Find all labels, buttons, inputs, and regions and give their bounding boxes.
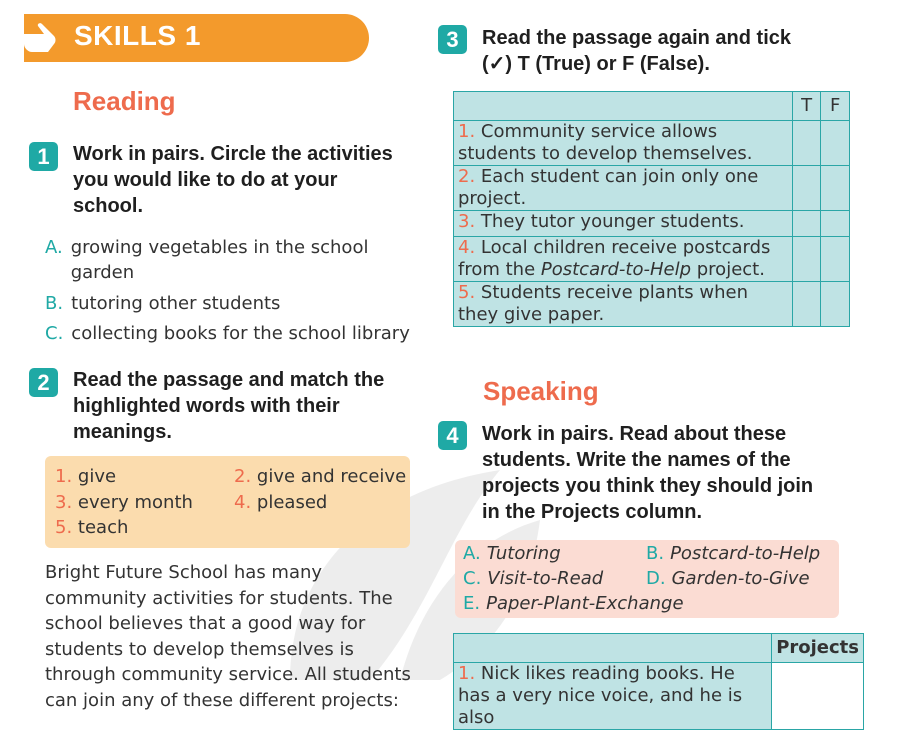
pointing-hand-icon: [20, 20, 64, 56]
table-row: [454, 121, 850, 166]
statement-cell: [454, 211, 793, 237]
column-f: F: [821, 92, 850, 121]
statement-cell: [454, 237, 793, 282]
project-b: [646, 543, 820, 564]
project-name: Tutoring: [486, 543, 561, 564]
option-a[interactable]: [45, 235, 405, 285]
task-2-badge: 2: [29, 368, 58, 397]
statement-cell: [454, 121, 793, 166]
project-letter: D.: [646, 568, 666, 589]
task-4-instruction: Work in pairs. Read about these students. Write the names of the projects you think they should join in the Projects column.: [482, 423, 814, 523]
meaning-5: [55, 517, 128, 538]
tick-t-4[interactable]: [792, 237, 821, 282]
project-a: [463, 543, 561, 564]
column-t: T: [792, 92, 821, 121]
option-b[interactable]: [45, 291, 405, 316]
project-c: [463, 568, 603, 589]
student-text: Nick likes reading books. He has a very nice voice, and he is also: [458, 663, 743, 728]
meaning-2: [234, 466, 406, 487]
reading-heading: Reading: [73, 86, 176, 116]
meaning-number: 4.: [234, 492, 252, 513]
table-row: [454, 282, 850, 327]
task-3-instruction: Read the passage again and tick (✓) T (True) or F (False).: [482, 27, 791, 75]
tick-f-3[interactable]: [821, 211, 850, 237]
statement-number: 5.: [458, 282, 476, 303]
task-1-badge: 1: [29, 142, 58, 171]
project-name: Garden-to-Give: [671, 568, 810, 589]
task-2-instruction: Read the passage and match the highlighted words with their meanings.: [73, 369, 385, 443]
projects-column-header: Projects: [772, 634, 864, 663]
statement-text: They tutor younger students.: [480, 211, 745, 232]
project-letter: A.: [463, 543, 481, 564]
table-row: [454, 166, 850, 211]
option-letter: A.: [45, 237, 63, 258]
meaning-text: pleased: [256, 492, 328, 513]
option-c[interactable]: [45, 321, 425, 346]
project-answer-cell[interactable]: [772, 663, 864, 730]
meaning-text: teach: [77, 517, 129, 538]
meaning-text: every month: [77, 492, 193, 513]
project-name: Visit-to-Read: [487, 568, 604, 589]
student-cell: [454, 663, 772, 730]
tick-t-3[interactable]: [792, 211, 821, 237]
statement-text: Each student can join only one project.: [458, 166, 759, 209]
statement-text-b: project.: [691, 259, 765, 280]
table-header-blank: [454, 634, 772, 663]
projects-table: [453, 633, 864, 730]
banner-title: SKILLS 1: [74, 20, 201, 51]
statement-number: 1.: [458, 121, 476, 142]
meaning-number: 1.: [55, 466, 73, 487]
meaning-number: 3.: [55, 492, 73, 513]
tick-f-2[interactable]: [821, 166, 850, 211]
meaning-3: [55, 492, 193, 513]
tick-t-2[interactable]: [792, 166, 821, 211]
true-false-table: [453, 91, 850, 327]
task-3-badge: 3: [438, 25, 467, 54]
table-row: [454, 663, 864, 730]
task-1-instruction: Work in pairs. Circle the activities you would like to do at your school.: [73, 143, 393, 217]
meaning-number: 5.: [55, 517, 73, 538]
project-name: Postcard-to-Help: [670, 543, 821, 564]
table-row: [454, 211, 850, 237]
statement-cell: [454, 282, 793, 327]
statement-text-a: Local children receive postcards from the: [458, 237, 771, 280]
project-letter: C.: [463, 568, 482, 589]
reading-passage: Bright Future School has many community activities for students. The school believes that a good way for students to develop themselves is through community service. All students can join any of these different projects:: [45, 562, 411, 711]
student-number: 1.: [458, 663, 476, 684]
statement-number: 3.: [458, 211, 476, 232]
statement-number: 2.: [458, 166, 476, 187]
meaning-4: [234, 492, 327, 513]
statement-number: 4.: [458, 237, 476, 258]
project-d: [646, 568, 810, 589]
table-header-blank: [454, 92, 793, 121]
option-text: tutoring other students: [71, 293, 281, 314]
tick-f-4[interactable]: [821, 237, 850, 282]
tick-f-1[interactable]: [821, 121, 850, 166]
meaning-number: 2.: [234, 466, 252, 487]
speaking-heading: Speaking: [483, 376, 599, 406]
meaning-text: give and receive: [256, 466, 407, 487]
project-letter: E.: [463, 593, 481, 614]
statement-text: Students receive plants when they give paper.: [458, 282, 749, 325]
tick-t-5[interactable]: [792, 282, 821, 327]
table-row: [454, 237, 850, 282]
statement-text-italic: Postcard-to-Help: [540, 259, 692, 280]
project-name: Paper-Plant-Exchange: [486, 593, 684, 614]
statement-text: Community service allows students to develop themselves.: [458, 121, 753, 164]
statement-cell: [454, 166, 793, 211]
option-letter: C.: [45, 323, 64, 344]
meaning-1: [55, 466, 116, 487]
meaning-text: give: [77, 466, 117, 487]
tick-t-1[interactable]: [792, 121, 821, 166]
task-4-badge: 4: [438, 421, 467, 450]
project-letter: B.: [646, 543, 665, 564]
project-e: [463, 593, 684, 614]
option-text: collecting books for the school library: [71, 323, 410, 344]
option-letter: B.: [45, 293, 64, 314]
tick-f-5[interactable]: [821, 282, 850, 327]
option-text: growing vegetables in the school garden: [70, 237, 369, 283]
